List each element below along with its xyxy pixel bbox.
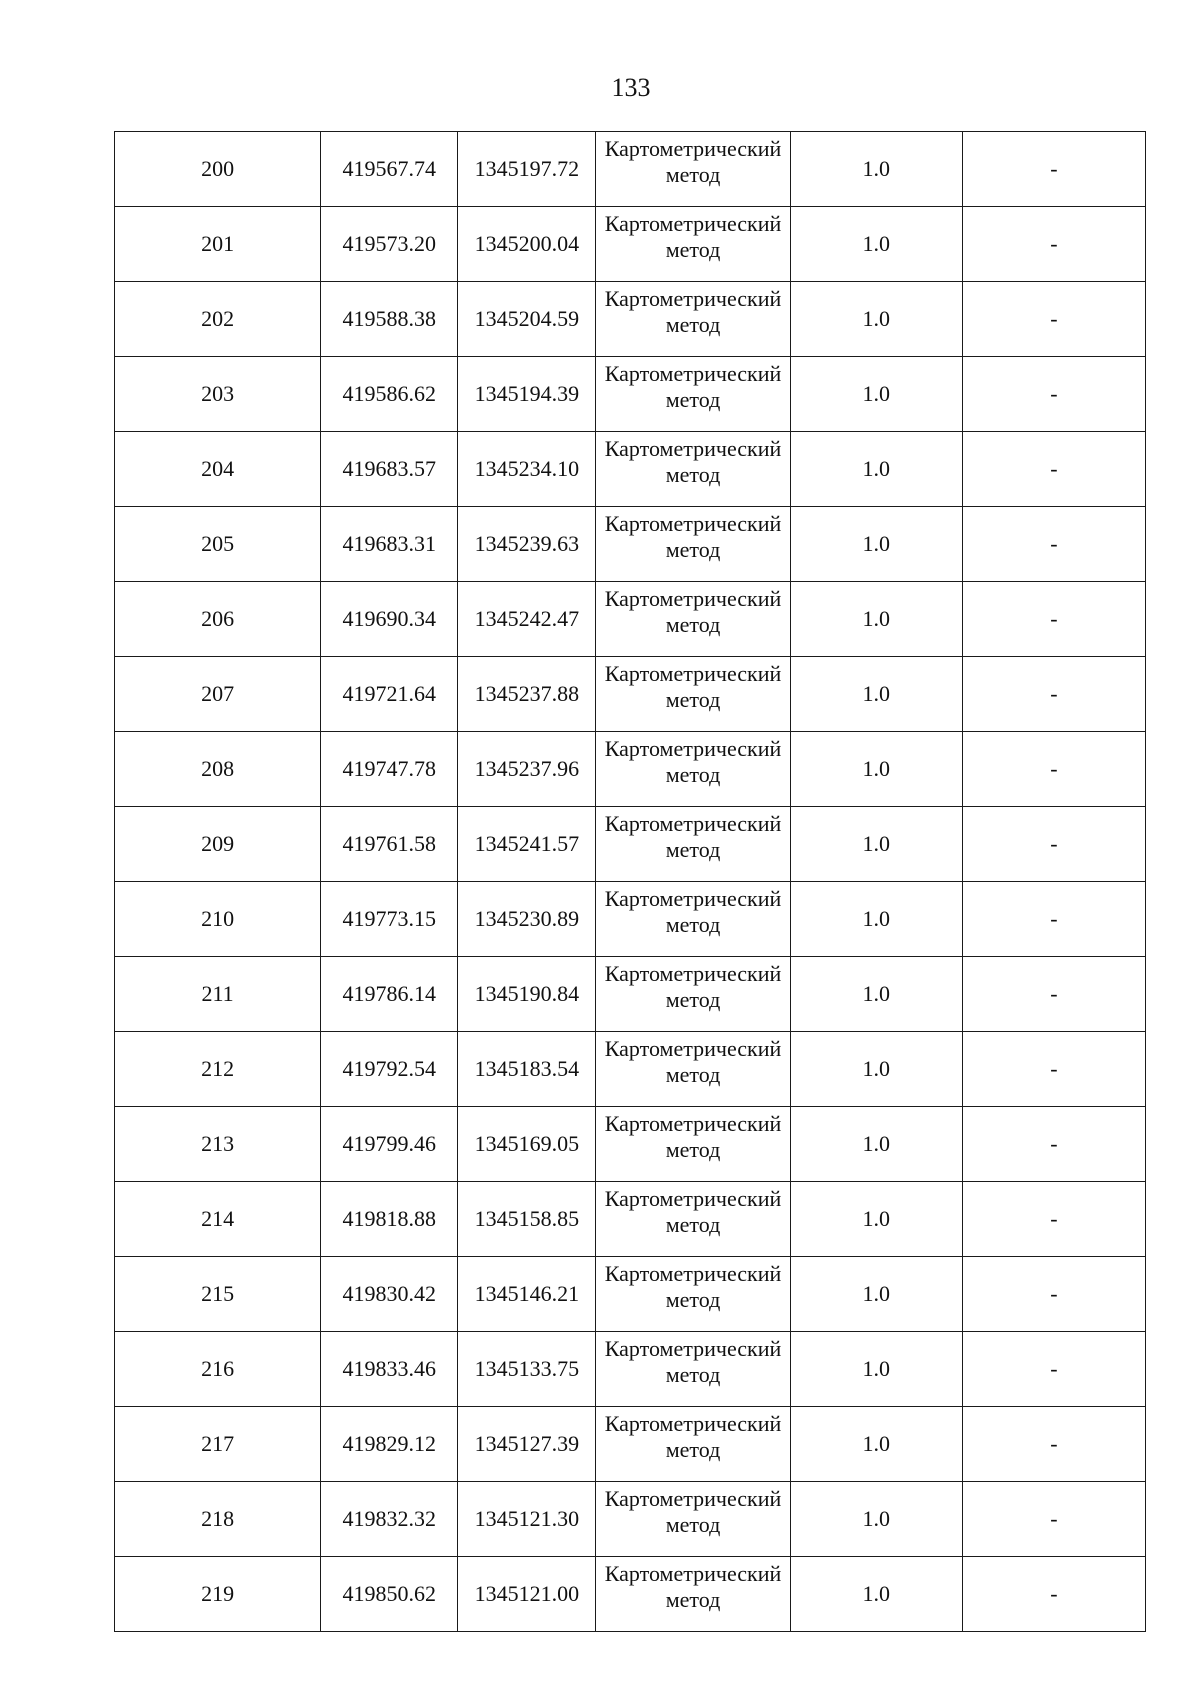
y-coordinate-cell: 1345121.30: [458, 1482, 596, 1557]
method-cell: [596, 1482, 790, 1557]
point-number-cell: 216: [115, 1332, 321, 1407]
x-coordinate-cell: 419586.62: [321, 357, 458, 432]
y-coordinate-cell: 1345133.75: [458, 1332, 596, 1407]
x-coordinate-cell: 419690.34: [321, 582, 458, 657]
x-coordinate-cell: 419830.42: [321, 1257, 458, 1332]
point-number-cell: 202: [115, 282, 321, 357]
method-line-2: метод: [665, 1587, 721, 1612]
y-coordinate-cell: 1345230.89: [458, 882, 596, 957]
x-coordinate-cell: 419567.74: [321, 132, 458, 207]
description-cell: -: [962, 282, 1145, 357]
y-coordinate-cell: 1345200.04: [458, 207, 596, 282]
method-line-1: Картометрический: [604, 136, 782, 161]
description-cell: -: [962, 807, 1145, 882]
description-cell: -: [962, 1182, 1145, 1257]
description-cell: -: [962, 1407, 1145, 1482]
coordinates-table: [114, 131, 1146, 1632]
accuracy-cell: 1.0: [790, 207, 962, 282]
method-line-2: метод: [665, 237, 721, 262]
accuracy-cell: 1.0: [790, 432, 962, 507]
method-line-2: метод: [665, 462, 721, 487]
y-coordinate-cell: 1345237.88: [458, 657, 596, 732]
x-coordinate-cell: 419588.38: [321, 282, 458, 357]
method-line-2: метод: [665, 312, 721, 337]
point-number-cell: 207: [115, 657, 321, 732]
method-cell: [596, 1107, 790, 1182]
x-coordinate-cell: 419792.54: [321, 1032, 458, 1107]
accuracy-cell: 1.0: [790, 882, 962, 957]
accuracy-cell: 1.0: [790, 807, 962, 882]
y-coordinate-cell: 1345169.05: [458, 1107, 596, 1182]
method-line-1: Картометрический: [604, 586, 782, 611]
description-cell: -: [962, 732, 1145, 807]
table-row: [115, 1257, 1146, 1332]
method-line-1: Картометрический: [604, 1036, 782, 1061]
method-cell: [596, 432, 790, 507]
accuracy-cell: 1.0: [790, 1557, 962, 1632]
method-line-2: метод: [665, 387, 721, 412]
x-coordinate-cell: 419799.46: [321, 1107, 458, 1182]
y-coordinate-cell: 1345242.47: [458, 582, 596, 657]
x-coordinate-cell: 419786.14: [321, 957, 458, 1032]
y-coordinate-cell: 1345127.39: [458, 1407, 596, 1482]
y-coordinate-cell: 1345197.72: [458, 132, 596, 207]
point-number-cell: 219: [115, 1557, 321, 1632]
description-cell: -: [962, 432, 1145, 507]
method-line-2: метод: [665, 912, 721, 937]
description-cell: -: [962, 582, 1145, 657]
point-number-cell: 218: [115, 1482, 321, 1557]
description-cell: -: [962, 132, 1145, 207]
description-cell: -: [962, 957, 1145, 1032]
table-row: [115, 1032, 1146, 1107]
description-cell: -: [962, 1557, 1145, 1632]
method-line-1: Картометрический: [604, 286, 782, 311]
point-number-cell: 206: [115, 582, 321, 657]
point-number-cell: 211: [115, 957, 321, 1032]
table-row: [115, 732, 1146, 807]
table-row: [115, 1332, 1146, 1407]
point-number-cell: 213: [115, 1107, 321, 1182]
method-line-2: метод: [665, 162, 721, 187]
x-coordinate-cell: 419761.58: [321, 807, 458, 882]
point-number-cell: 204: [115, 432, 321, 507]
point-number-cell: 217: [115, 1407, 321, 1482]
x-coordinate-cell: 419683.31: [321, 507, 458, 582]
method-cell: [596, 207, 790, 282]
point-number-cell: 210: [115, 882, 321, 957]
method-cell: [596, 357, 790, 432]
method-cell: [596, 1182, 790, 1257]
method-line-1: Картометрический: [604, 511, 782, 536]
method-line-1: Картометрический: [604, 736, 782, 761]
description-cell: -: [962, 882, 1145, 957]
method-line-2: метод: [665, 1212, 721, 1237]
x-coordinate-cell: 419773.15: [321, 882, 458, 957]
accuracy-cell: 1.0: [790, 132, 962, 207]
description-cell: -: [962, 1332, 1145, 1407]
method-cell: [596, 657, 790, 732]
y-coordinate-cell: 1345194.39: [458, 357, 596, 432]
method-line-2: метод: [665, 1437, 721, 1462]
method-cell: [596, 582, 790, 657]
method-line-1: Картометрический: [604, 811, 782, 836]
x-coordinate-cell: 419833.46: [321, 1332, 458, 1407]
point-number-cell: 208: [115, 732, 321, 807]
table-row: [115, 882, 1146, 957]
method-line-2: метод: [665, 1062, 721, 1087]
table-row: [115, 1407, 1146, 1482]
x-coordinate-cell: 419721.64: [321, 657, 458, 732]
method-line-2: метод: [665, 1287, 721, 1312]
method-cell: [596, 1332, 790, 1407]
accuracy-cell: 1.0: [790, 1257, 962, 1332]
y-coordinate-cell: 1345241.57: [458, 807, 596, 882]
table-row: [115, 1482, 1146, 1557]
method-line-2: метод: [665, 762, 721, 787]
accuracy-cell: 1.0: [790, 282, 962, 357]
method-line-1: Картометрический: [604, 1561, 782, 1586]
accuracy-cell: 1.0: [790, 1482, 962, 1557]
table-row: [115, 282, 1146, 357]
y-coordinate-cell: 1345234.10: [458, 432, 596, 507]
method-line-2: метод: [665, 837, 721, 862]
method-line-1: Картометрический: [604, 1336, 782, 1361]
accuracy-cell: 1.0: [790, 1332, 962, 1407]
accuracy-cell: 1.0: [790, 357, 962, 432]
method-line-1: Картометрический: [604, 1486, 782, 1511]
y-coordinate-cell: 1345146.21: [458, 1257, 596, 1332]
table-row: [115, 207, 1146, 282]
method-line-2: метод: [665, 987, 721, 1012]
method-line-1: Картометрический: [604, 1411, 782, 1436]
table-row: [115, 1107, 1146, 1182]
table-row: [115, 432, 1146, 507]
coordinates-table-body: [115, 132, 1146, 1632]
x-coordinate-cell: 419683.57: [321, 432, 458, 507]
table-row: [115, 657, 1146, 732]
method-line-2: метод: [665, 687, 721, 712]
y-coordinate-cell: 1345204.59: [458, 282, 596, 357]
accuracy-cell: 1.0: [790, 957, 962, 1032]
description-cell: -: [962, 1032, 1145, 1107]
y-coordinate-cell: 1345121.00: [458, 1557, 596, 1632]
accuracy-cell: 1.0: [790, 657, 962, 732]
method-line-1: Картометрический: [604, 361, 782, 386]
method-line-1: Картометрический: [604, 661, 782, 686]
method-cell: [596, 1557, 790, 1632]
method-cell: [596, 732, 790, 807]
description-cell: -: [962, 1482, 1145, 1557]
method-line-2: метод: [665, 1137, 721, 1162]
method-cell: [596, 132, 790, 207]
y-coordinate-cell: 1345190.84: [458, 957, 596, 1032]
method-cell: [596, 807, 790, 882]
method-line-2: метод: [665, 537, 721, 562]
description-cell: -: [962, 657, 1145, 732]
page-number: 133: [611, 73, 651, 102]
method-line-1: Картометрический: [604, 1111, 782, 1136]
point-number-cell: 209: [115, 807, 321, 882]
table-row: [115, 807, 1146, 882]
method-cell: [596, 282, 790, 357]
table-row: [115, 957, 1146, 1032]
method-line-2: метод: [665, 612, 721, 637]
x-coordinate-cell: 419573.20: [321, 207, 458, 282]
x-coordinate-cell: 419829.12: [321, 1407, 458, 1482]
method-line-2: метод: [665, 1362, 721, 1387]
point-number-cell: 215: [115, 1257, 321, 1332]
point-number-cell: 203: [115, 357, 321, 432]
method-line-1: Картометрический: [604, 1261, 782, 1286]
x-coordinate-cell: 419850.62: [321, 1557, 458, 1632]
method-line-1: Картометрический: [604, 1186, 782, 1211]
method-line-1: Картометрический: [604, 961, 782, 986]
method-cell: [596, 1032, 790, 1107]
table-row: [115, 507, 1146, 582]
table-row: [115, 582, 1146, 657]
method-cell: [596, 957, 790, 1032]
description-cell: -: [962, 1107, 1145, 1182]
method-cell: [596, 507, 790, 582]
description-cell: -: [962, 1257, 1145, 1332]
method-cell: [596, 1257, 790, 1332]
accuracy-cell: 1.0: [790, 582, 962, 657]
x-coordinate-cell: 419832.32: [321, 1482, 458, 1557]
method-cell: [596, 1407, 790, 1482]
accuracy-cell: 1.0: [790, 1107, 962, 1182]
y-coordinate-cell: 1345158.85: [458, 1182, 596, 1257]
method-cell: [596, 882, 790, 957]
y-coordinate-cell: 1345237.96: [458, 732, 596, 807]
accuracy-cell: 1.0: [790, 507, 962, 582]
method-line-1: Картометрический: [604, 886, 782, 911]
point-number-cell: 205: [115, 507, 321, 582]
accuracy-cell: 1.0: [790, 1182, 962, 1257]
table-row: [115, 132, 1146, 207]
point-number-cell: 214: [115, 1182, 321, 1257]
accuracy-cell: 1.0: [790, 1032, 962, 1107]
method-line-1: Картометрический: [604, 211, 782, 236]
accuracy-cell: 1.0: [790, 732, 962, 807]
table-row: [115, 357, 1146, 432]
description-cell: -: [962, 357, 1145, 432]
y-coordinate-cell: 1345239.63: [458, 507, 596, 582]
x-coordinate-cell: 419818.88: [321, 1182, 458, 1257]
point-number-cell: 200: [115, 132, 321, 207]
y-coordinate-cell: 1345183.54: [458, 1032, 596, 1107]
point-number-cell: 212: [115, 1032, 321, 1107]
method-line-2: метод: [665, 1512, 721, 1537]
description-cell: -: [962, 507, 1145, 582]
accuracy-cell: 1.0: [790, 1407, 962, 1482]
table-row: [115, 1557, 1146, 1632]
description-cell: -: [962, 207, 1145, 282]
x-coordinate-cell: 419747.78: [321, 732, 458, 807]
method-line-1: Картометрический: [604, 436, 782, 461]
table-row: [115, 1182, 1146, 1257]
point-number-cell: 201: [115, 207, 321, 282]
